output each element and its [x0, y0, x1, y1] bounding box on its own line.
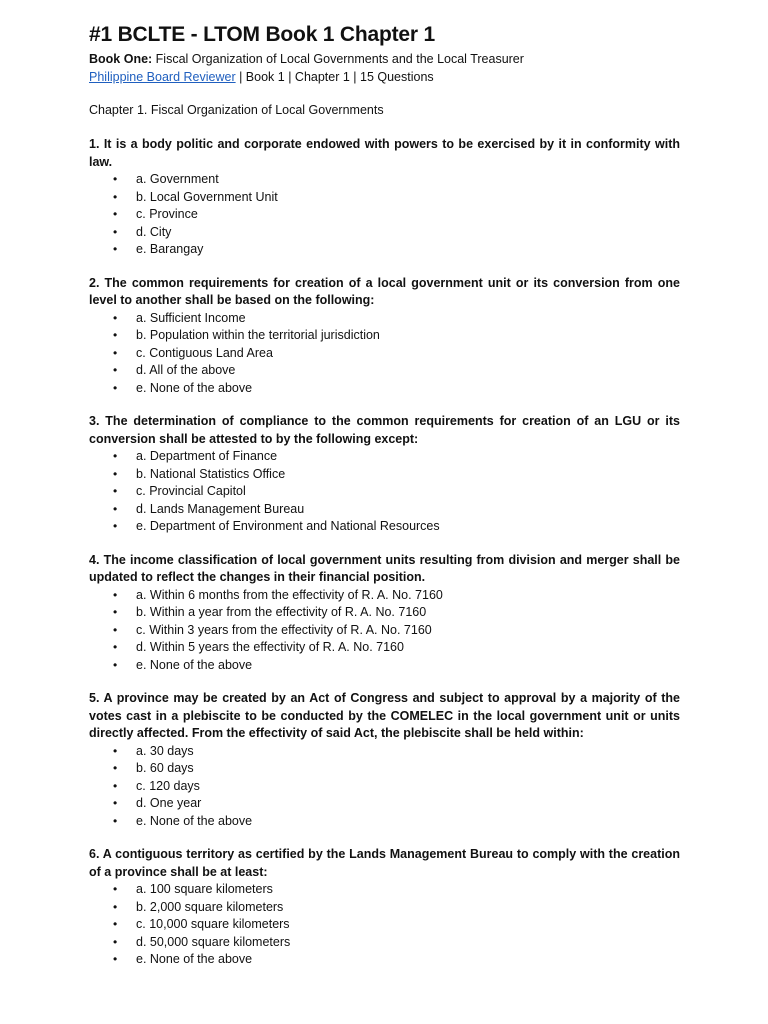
bullet-icon: • [113, 622, 118, 637]
bullet-icon: • [113, 484, 118, 498]
answer-option-text: b. Population within the territorial jurisdiction [136, 328, 380, 342]
answer-option-text: c. Province [136, 207, 198, 221]
source-meta-line [89, 68, 680, 86]
bullet-icon: • [113, 242, 118, 256]
question-list [89, 136, 680, 969]
answer-option-text: a. Government [136, 172, 219, 186]
bullet-icon: • [113, 778, 118, 793]
bullet-icon: • [113, 310, 118, 325]
answer-option [89, 345, 680, 363]
answer-option [89, 604, 680, 622]
bullet-icon: • [113, 899, 118, 914]
bullet-icon: • [113, 743, 118, 758]
answer-options [89, 881, 680, 969]
answer-option-text: a. Sufficient Income [136, 310, 246, 325]
answer-option-text: e. None of the above [136, 657, 253, 672]
chapter-heading: Chapter 1. Fiscal Organization of Local Governments [89, 103, 384, 117]
answer-option [89, 760, 680, 778]
answer-option [89, 380, 680, 398]
answer-option [89, 518, 680, 536]
question-2 [89, 275, 680, 398]
answer-option [89, 501, 680, 519]
bullet-icon: • [113, 952, 118, 966]
bullet-icon: • [113, 934, 118, 949]
answer-option [89, 795, 680, 813]
answer-option [89, 587, 680, 605]
bullet-icon: • [113, 605, 118, 619]
answer-options [89, 310, 680, 398]
bullet-icon: • [113, 189, 118, 204]
book-subtitle [89, 50, 680, 68]
answer-option [89, 813, 680, 831]
answer-option [89, 657, 680, 675]
answer-option-text: b. National Statistics Office [136, 466, 286, 481]
answer-option [89, 951, 680, 969]
question-4 [89, 552, 680, 675]
answer-option-text: e. Barangay [136, 242, 204, 256]
bullet-icon: • [113, 380, 118, 395]
answer-option-text: d. All of the above [136, 363, 236, 377]
question-3 [89, 413, 680, 536]
document-title: #1 BCLTE - LTOM Book 1 Chapter 1 [89, 23, 435, 46]
answer-option-text: c. 120 days [136, 778, 200, 793]
philippine-board-reviewer-link[interactable]: Philippine Board Reviewer [89, 70, 236, 84]
answer-option-text: e. None of the above [136, 380, 253, 395]
answer-option [89, 448, 680, 466]
answer-option [89, 362, 680, 380]
answer-option [89, 206, 680, 224]
bullet-icon: • [113, 761, 118, 775]
answer-option-text: d. One year [136, 796, 202, 810]
answer-option-text: d. Lands Management Bureau [136, 501, 305, 516]
answer-option [89, 327, 680, 345]
question-text: 4. The income classification of local government units resulting from division and merger shall be updated to reflect the changes in their financial position. [89, 552, 680, 584]
bullet-icon: • [113, 640, 118, 654]
answer-option-text: c. Provincial Capitol [136, 484, 246, 498]
answer-option [89, 466, 680, 484]
bullet-icon: • [113, 363, 118, 377]
bullet-icon: • [113, 917, 118, 931]
answer-options [89, 587, 680, 675]
bullet-icon: • [113, 882, 118, 896]
answer-option [89, 189, 680, 207]
question-text: 1. It is a body politic and corporate endowed with powers to be exercised by it in conformity with law. [89, 137, 680, 169]
book-label: Book One: [89, 52, 153, 66]
answer-option [89, 743, 680, 761]
answer-option [89, 483, 680, 501]
answer-option-text: e. None of the above [136, 952, 253, 966]
question-text: 2. The common requirements for creation of a local government unit or its conversion from one level to another shall be based on the following: [89, 275, 680, 307]
answer-option-text: d. City [136, 224, 172, 239]
answer-option-text: b. 60 days [136, 761, 194, 775]
answer-option-text: c. Within 3 years from the effectivity of R. A. No. 7160 [136, 622, 432, 637]
question-1 [89, 136, 680, 259]
answer-option-text: d. Within 5 years the effectivity of R. A. No. 7160 [136, 640, 404, 654]
answer-option-text: a. 100 square kilometers [136, 882, 273, 896]
answer-option [89, 916, 680, 934]
answer-option-text: b. 2,000 square kilometers [136, 899, 284, 914]
answer-options [89, 448, 680, 536]
answer-option [89, 241, 680, 259]
answer-option [89, 224, 680, 242]
answer-option-text: a. 30 days [136, 743, 194, 758]
answer-option [89, 778, 680, 796]
bullet-icon: • [113, 328, 118, 342]
bullet-icon: • [113, 224, 118, 239]
answer-option-text: a. Department of Finance [136, 449, 278, 463]
bullet-icon: • [113, 466, 118, 481]
question-text: 3. The determination of compliance to the common requirements for creation of an LGU or its conversion shall be attested to by the following except: [89, 414, 680, 446]
question-text: 5. A province may be created by an Act of Congress and subject to approval by a majority of the votes cast in a plebiscite to be conducted by the COMELEC in the local government unit or units directly affected. From the effectivity of said Act, the plebiscite shall be held within: [89, 691, 680, 740]
answer-option [89, 639, 680, 657]
answer-option-text: a. Within 6 months from the effectivity of R. A. No. 7160 [136, 587, 443, 602]
bullet-icon: • [113, 449, 118, 463]
question-text: 6. A contiguous territory as certified by the Lands Management Bureau to comply with the creation of a province shall be at least: [89, 847, 680, 879]
answer-option-text: b. Local Government Unit [136, 189, 278, 204]
bullet-icon: • [113, 172, 118, 186]
answer-option-text: c. 10,000 square kilometers [136, 917, 290, 931]
answer-option [89, 171, 680, 189]
bullet-icon: • [113, 813, 118, 828]
bullet-icon: • [113, 345, 118, 360]
bullet-icon: • [113, 657, 118, 672]
bullet-icon: • [113, 796, 118, 810]
question-5 [89, 690, 680, 830]
answer-option-text: d. 50,000 square kilometers [136, 934, 291, 949]
meta-details: | Book 1 | Chapter 1 | 15 Questions [235, 70, 434, 84]
answer-option-text: e. None of the above [136, 813, 253, 828]
answer-option-text: e. Department of Environment and National Resources [136, 519, 440, 533]
answer-option [89, 899, 680, 917]
answer-option [89, 881, 680, 899]
answer-option [89, 622, 680, 640]
book-title: Fiscal Organization of Local Governments and the Local Treasurer [152, 52, 524, 66]
bullet-icon: • [113, 207, 118, 221]
bullet-icon: • [113, 501, 118, 516]
answer-option-text: b. Within a year from the effectivity of R. A. No. 7160 [136, 605, 427, 619]
answer-option-text: c. Contiguous Land Area [136, 345, 273, 360]
answer-option [89, 310, 680, 328]
answer-options [89, 171, 680, 259]
bullet-icon: • [113, 587, 118, 602]
question-6 [89, 846, 680, 969]
answer-option [89, 934, 680, 952]
bullet-icon: • [113, 519, 118, 533]
answer-options [89, 743, 680, 831]
